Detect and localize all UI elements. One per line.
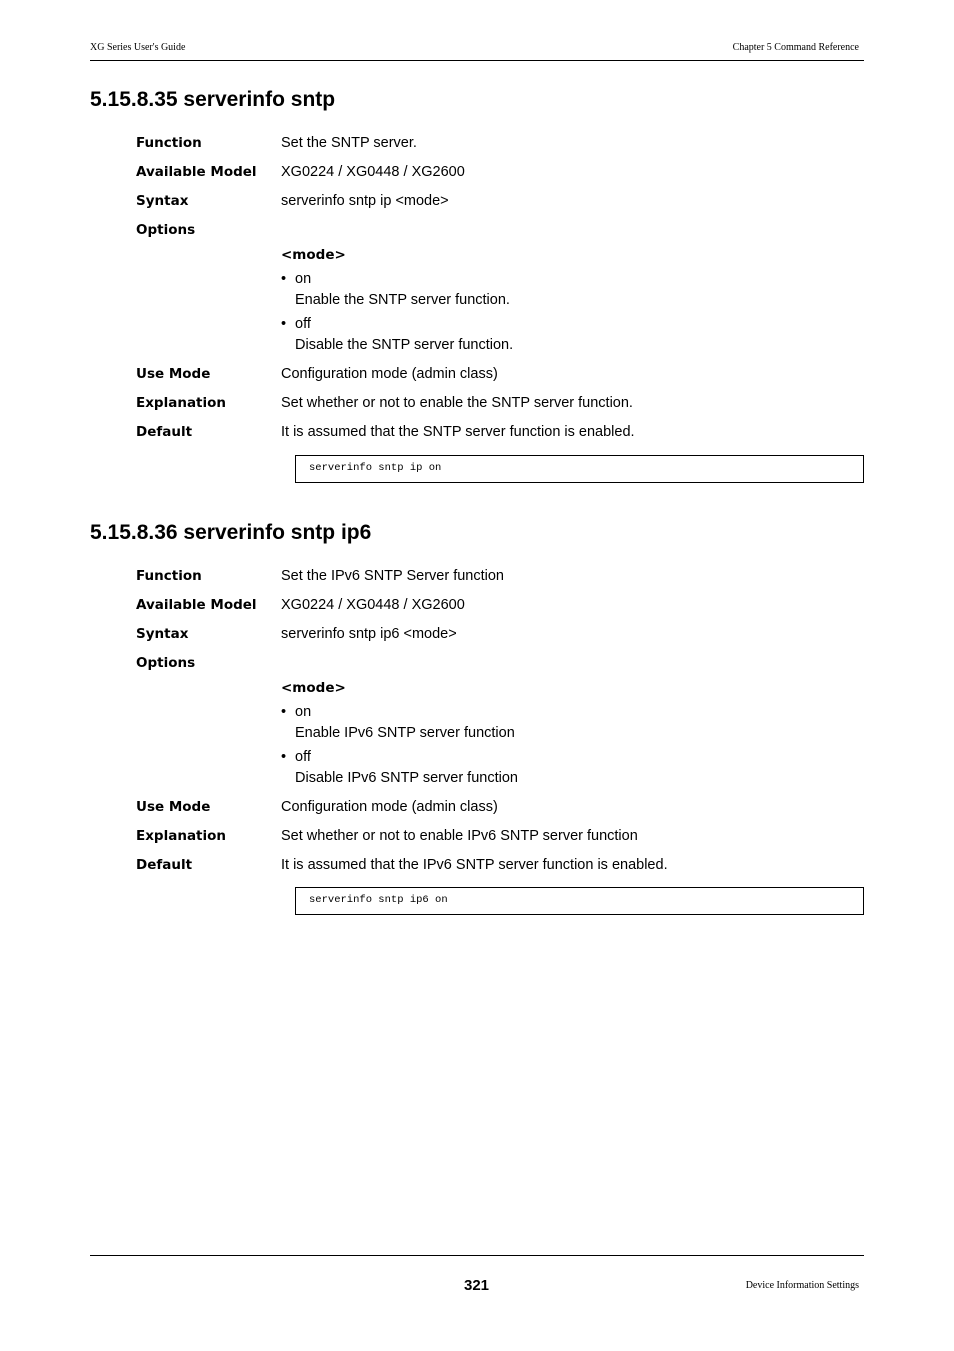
available-model-value: XG0224 / XG0448 / XG2600	[281, 164, 465, 180]
code-example: serverinfo sntp ip6 on	[309, 894, 448, 906]
available-model-value: XG0224 / XG0448 / XG2600	[281, 597, 465, 613]
options-label: Options	[136, 655, 196, 671]
options-label: Options	[136, 222, 196, 238]
code-example-box	[295, 887, 864, 915]
function-value: Set the SNTP server.	[281, 135, 417, 151]
explanation-value: Set whether or not to enable IPv6 SNTP server function	[281, 828, 638, 844]
option-description: Disable IPv6 SNTP server function	[295, 770, 518, 786]
running-header-chapter: Chapter 5 Command Reference	[732, 42, 859, 53]
header-rule	[90, 60, 864, 61]
function-value: Set the IPv6 SNTP Server function	[281, 568, 504, 584]
option-description: Disable the SNTP server function.	[295, 337, 514, 353]
default-label: Default	[136, 857, 193, 873]
explanation-label: Explanation	[136, 828, 227, 844]
available-model-label: Available Model	[136, 164, 257, 180]
bullet-icon: •	[281, 749, 287, 765]
explanation-label: Explanation	[136, 395, 227, 411]
option-item	[281, 703, 311, 721]
default-label: Default	[136, 424, 193, 440]
option-description: Enable IPv6 SNTP server function	[295, 725, 515, 741]
option-description: Enable the SNTP server function.	[295, 292, 510, 308]
code-example-box	[295, 455, 864, 483]
bullet-icon: •	[281, 271, 287, 287]
explanation-value: Set whether or not to enable the SNTP server function.	[281, 395, 633, 411]
available-model-label: Available Model	[136, 597, 257, 613]
footer-rule	[90, 1255, 864, 1256]
bullet-icon: •	[281, 704, 287, 720]
section-title: 5.15.8.35 serverinfo sntp	[90, 88, 336, 111]
running-header-title: XG Series User's Guide	[90, 42, 186, 53]
function-label: Function	[136, 568, 202, 584]
syntax-value: serverinfo sntp ip6 <mode>	[281, 626, 457, 642]
use-mode-label: Use Mode	[136, 366, 211, 382]
page-number: 321	[464, 1277, 490, 1294]
syntax-value: serverinfo sntp ip <mode>	[281, 193, 449, 209]
option-item	[281, 748, 311, 766]
option-item	[281, 315, 311, 333]
default-value: It is assumed that the IPv6 SNTP server function is enabled.	[281, 857, 668, 873]
function-label: Function	[136, 135, 202, 151]
option-value: on	[295, 271, 312, 287]
option-value: on	[295, 704, 312, 720]
code-example: serverinfo sntp ip on	[309, 462, 442, 474]
option-value: off	[295, 316, 311, 332]
option-item	[281, 270, 311, 288]
syntax-label: Syntax	[136, 193, 189, 209]
option-parameter-name: <mode>	[281, 247, 346, 263]
option-parameter-name: <mode>	[281, 680, 346, 696]
default-value: It is assumed that the SNTP server function is enabled.	[281, 424, 635, 440]
syntax-label: Syntax	[136, 626, 189, 642]
option-value: off	[295, 749, 311, 765]
use-mode-value: Configuration mode (admin class)	[281, 799, 498, 815]
use-mode-value: Configuration mode (admin class)	[281, 366, 498, 382]
footer-section-name: Device Information Settings	[745, 1280, 859, 1291]
use-mode-label: Use Mode	[136, 799, 211, 815]
bullet-icon: •	[281, 316, 287, 332]
section-title: 5.15.8.36 serverinfo sntp ip6	[90, 521, 372, 544]
